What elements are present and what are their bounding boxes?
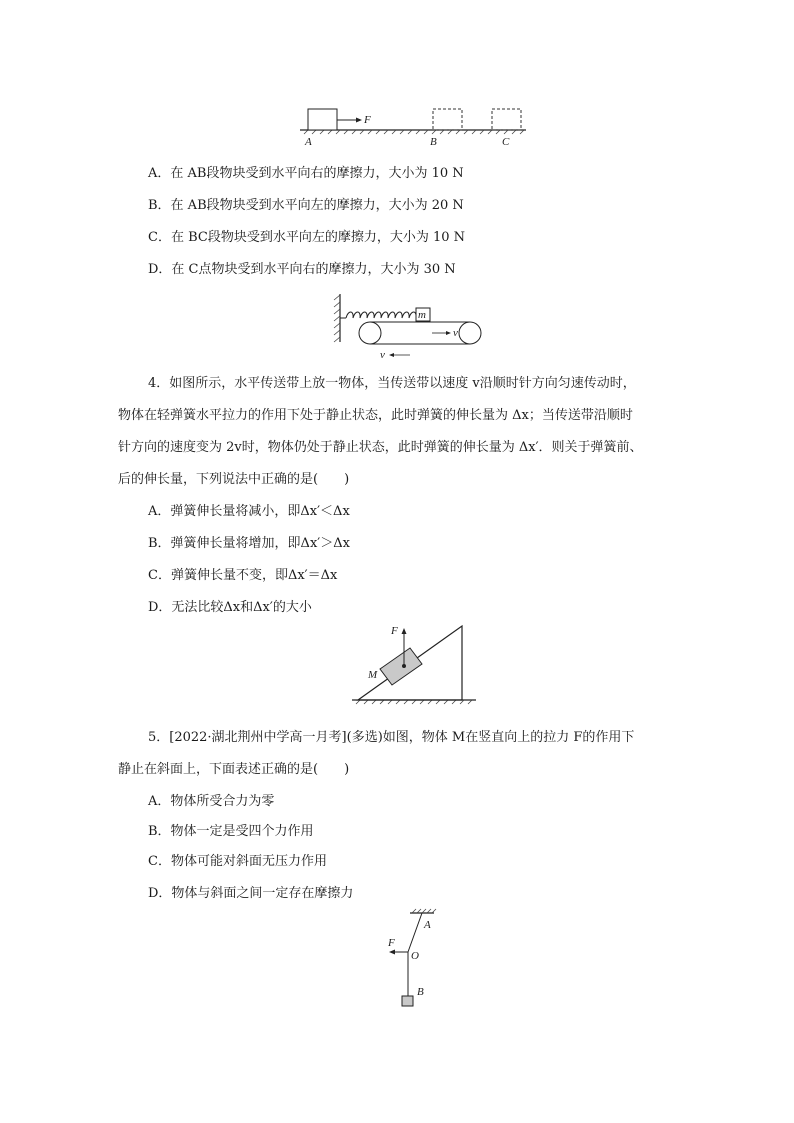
q5-stem-line-2: 静止在斜面上，下面表述正确的是( ) <box>118 762 350 777</box>
label-f: F <box>364 114 371 126</box>
q4-option-b: B．弹簧伸长量将增加，即Δx′＞Δx <box>148 536 350 551</box>
label-o: O <box>411 950 419 962</box>
q5-option-c: C．物体可能对斜面无压力作用 <box>148 854 327 869</box>
block-at-c <box>492 109 521 130</box>
block-at-b <box>433 109 462 130</box>
figure-block-positions <box>296 100 536 152</box>
figure-incline-block <box>350 620 480 708</box>
q4-stem-line-3: 针方向的速度变为 2v时，物体仍处于静止状态，此时弹簧的伸长量为 Δx′．则关于弹簧前、 <box>118 440 643 455</box>
q5-option-a: A．物体所受合力为零 <box>148 794 275 809</box>
q5-stem-line-1: 5．[2022·湖北荆州中学高一月考](多选)如图，物体 M在竖直向上的拉力 F的作用下 <box>148 730 635 745</box>
q4-option-c: C．弹簧伸长量不变，即Δx′＝Δx <box>148 568 338 583</box>
label-f: F <box>391 625 398 637</box>
spring-coil <box>346 312 423 318</box>
q4-stem-line-4: 后的伸长量，下列说法中正确的是( ) <box>118 472 350 487</box>
label-v-bottom: v <box>380 349 385 361</box>
label-f: F <box>388 937 395 949</box>
label-c: C <box>502 136 510 148</box>
label-m: m <box>418 309 426 321</box>
figure-conveyor-spring <box>320 292 500 362</box>
q3-option-a: A．在 AB段物块受到水平向右的摩擦力，大小为 10 N <box>148 166 464 181</box>
q3-option-d: D．在 C点物块受到水平向右的摩擦力，大小为 30 N <box>148 262 456 277</box>
label-v-top: v <box>453 327 458 339</box>
q4-option-a: A．弹簧伸长量将减小，即Δx′＜Δx <box>148 504 350 519</box>
label-b: B <box>430 136 437 148</box>
q4-option-d: D．无法比较Δx和Δx′的大小 <box>148 600 312 615</box>
belt-roller-right <box>459 322 481 344</box>
label-b: B <box>417 986 424 998</box>
figure-hanging-weight <box>380 905 450 1013</box>
rope-ao <box>408 913 422 952</box>
q5-option-b: B．物体一定是受四个力作用 <box>148 824 314 839</box>
q4-stem-line-1: 4．如图所示，水平传送带上放一物体，当传送带以速度 v沿顺时针方向匀速传动时， <box>148 376 636 391</box>
label-m: M <box>368 669 378 681</box>
label-a: A <box>305 136 312 148</box>
label-a: A <box>424 919 431 931</box>
block-at-a <box>308 109 337 130</box>
weight-b <box>402 996 413 1006</box>
q3-option-b: B．在 AB段物块受到水平向左的摩擦力，大小为 20 N <box>148 198 464 213</box>
q3-option-c: C．在 BC段物块受到水平向左的摩擦力，大小为 10 N <box>148 230 466 245</box>
q5-option-d: D．物体与斜面之间一定存在摩擦力 <box>148 886 354 901</box>
q4-stem-line-2: 物体在轻弹簧水平拉力的作用下处于静止状态，此时弹簧的伸长量为 Δx；当传送带沿顺时 <box>118 408 633 423</box>
belt-roller-left <box>359 322 381 344</box>
